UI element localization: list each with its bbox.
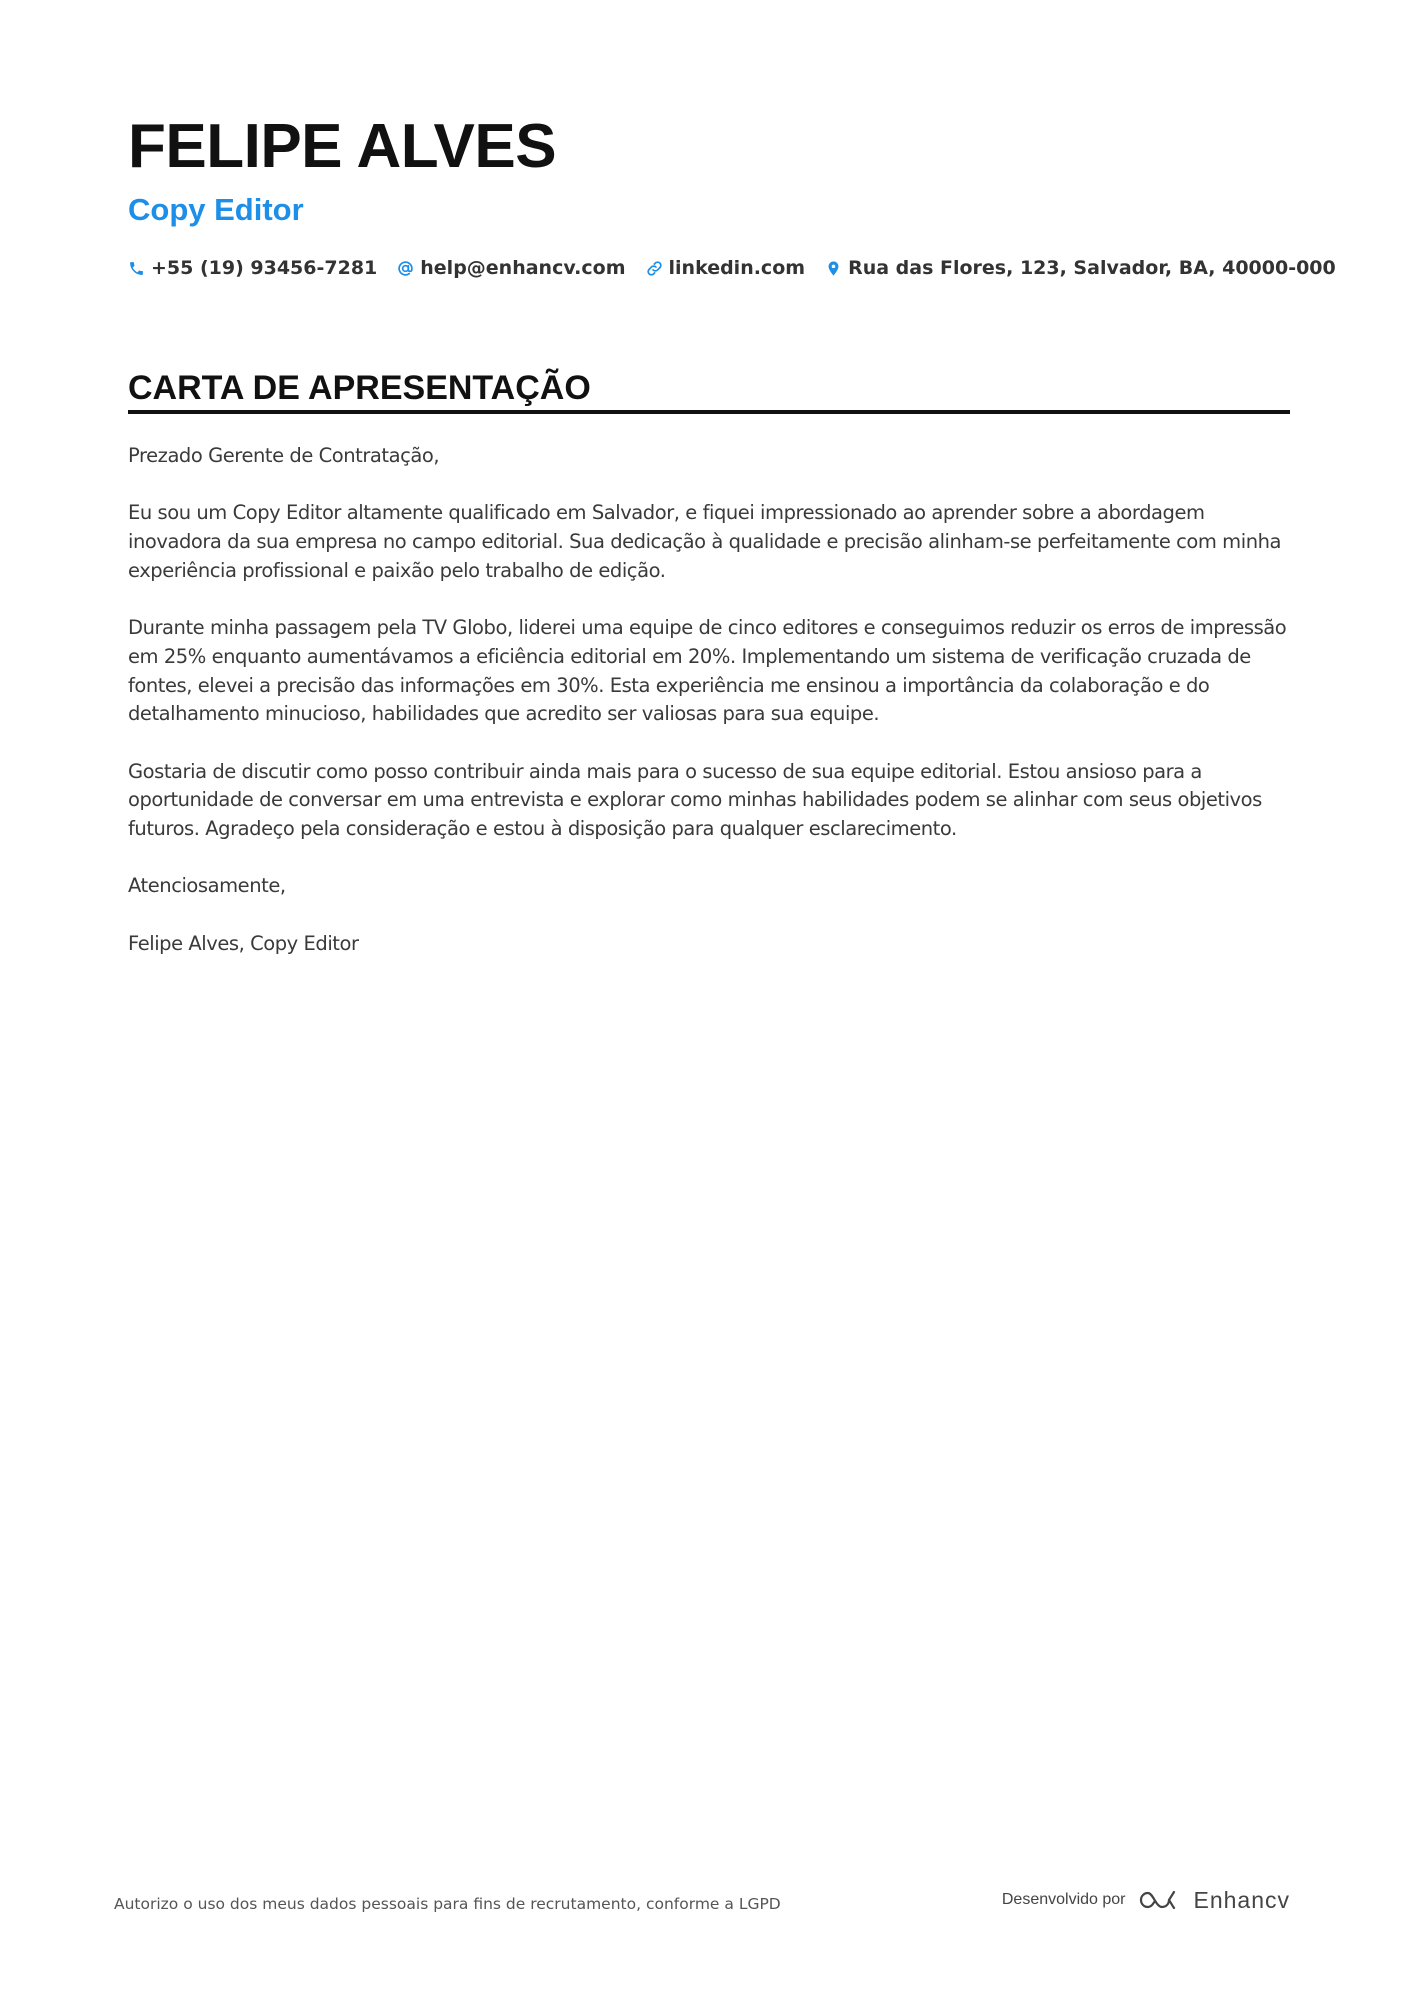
letter-greeting: Prezado Gerente de Contratação, <box>128 444 440 467</box>
footer-consent: Autorizo o uso dos meus dados pessoais para fins de recrutamento, conforme a LGPD <box>114 1895 781 1913</box>
brand-name: Enhancv <box>1193 1887 1290 1913</box>
candidate-name: FELIPE ALVES <box>128 112 557 181</box>
letter-paragraph: Eu sou um Copy Editor altamente qualificado em Salvador, e fiquei impressionado ao aprender sobre a abordagem inovadora da sua empresa no campo editorial. Sua dedicação à qualidade e precisão alinham-se perfeitamente com minha experiência profissional e paixão pelo trabalho de edição. <box>128 501 1282 582</box>
linkedin-text: linkedin.com <box>668 257 806 279</box>
letter-paragraph: Gostaria de discutir como posso contribuir ainda mais para o sucesso de sua equipe editorial. Estou ansioso para a oportunidade de conversar em uma entrevista e explorar como minhas habilidades podem se alinhar com seus objetivos futuros. Agradeço pela consideração e estou à disposição para qualquer esclarecimento. <box>128 759 1262 841</box>
letter-body <box>128 442 1293 987</box>
phone-icon <box>128 260 145 277</box>
contact-email <box>397 254 625 282</box>
phone-text: +55 (19) 93456-7281 <box>151 257 378 279</box>
email-text: help@enhancv.com <box>420 257 626 279</box>
link-icon <box>646 260 663 277</box>
at-icon <box>397 260 414 277</box>
section-divider <box>128 410 1290 414</box>
contact-linkedin <box>646 254 806 282</box>
letter-signature: Felipe Alves, Copy Editor <box>128 931 359 955</box>
contact-address <box>825 254 1336 282</box>
letter-paragraph: Durante minha passagem pela TV Globo, liderei uma equipe de cinco editores e conseguimos reduzir os erros de impressão em 25% enquanto aumentávamos a eficiência editorial em 20%. Implementando um sistema de verificação cruzada de fontes, elevei a precisão das informações em 30%. Esta experiência me ensinou a importância da colaboração e do detalhamento minucioso, habilidades que acredito ser valiosas para sua equipe. <box>128 616 1287 726</box>
letter-closing: Atenciosamente, <box>128 874 286 898</box>
footer-brand <box>1002 1886 1290 1914</box>
powered-by-label: Desenvolvido por <box>1001 1891 1126 1908</box>
job-title: Copy Editor <box>128 192 304 227</box>
enhancv-logo-icon <box>1137 1888 1181 1912</box>
section-title: CARTA DE APRESENTAÇÃO <box>128 369 591 407</box>
address-text: Rua das Flores, 123, Salvador, BA, 40000-000 <box>848 257 1336 279</box>
contact-phone <box>128 254 377 282</box>
contact-bar <box>128 254 1356 282</box>
location-icon <box>825 260 842 277</box>
